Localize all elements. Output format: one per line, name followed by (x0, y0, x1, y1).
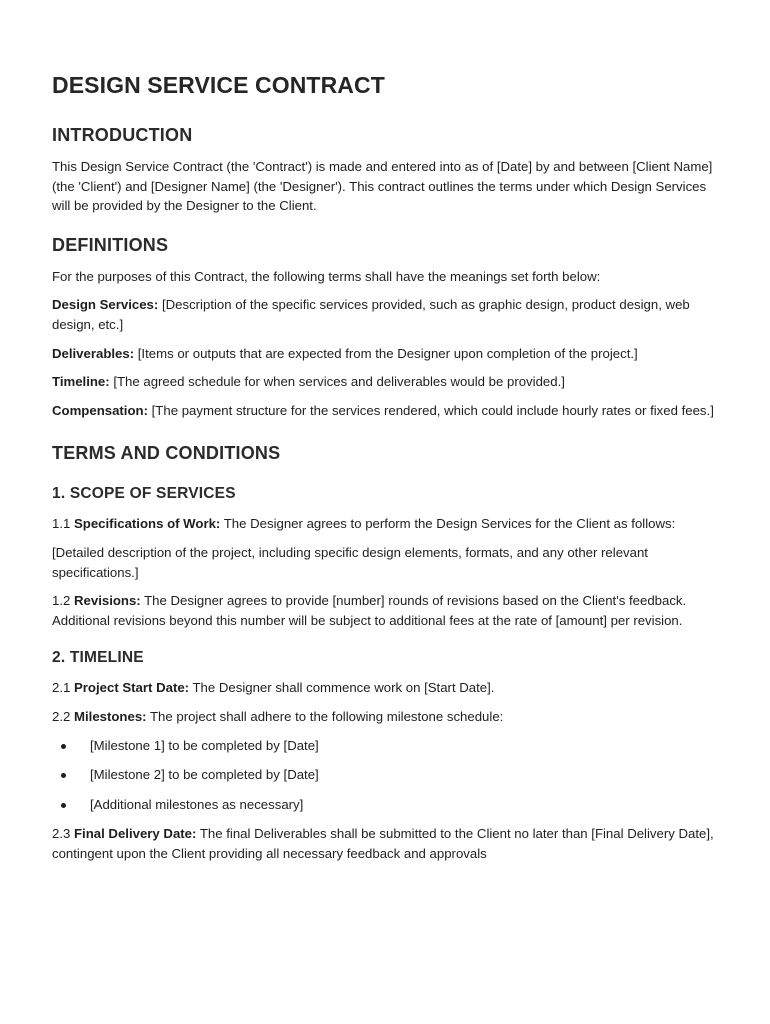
definitions-intro: For the purposes of this Contract, the following terms shall have the meanings set forth below: (52, 268, 601, 284)
definition-design-services (52, 295, 722, 334)
milestones-paragraph: 2.2 Milestones: The project shall adhere to the following milestone schedule: (52, 708, 504, 724)
definition-deliverables (52, 344, 722, 364)
list-item: [Milestone 1] to be completed by [Date] (52, 736, 722, 756)
scope-of-services-heading: 1. SCOPE OF SERVICES (52, 485, 236, 503)
bullet-icon (61, 803, 66, 808)
clause-label: Final Delivery Date: (74, 826, 197, 842)
list-item: [Milestone 2] to be completed by [Date] (52, 765, 722, 785)
clause-label: Revisions: (74, 593, 141, 609)
definition-timeline (52, 372, 722, 392)
specifications-of-work-paragraph: 1.1 Specifications of Work: The Designer agrees to perform the Design Services for the Client as follows: (52, 516, 676, 532)
final-delivery-date-paragraph: 2.3 Final Delivery Date: The final Deliverables shall be submitted to the Client no later than [Final Delivery Date], contingent upon the Client providing all necessary feedback and approvals (52, 826, 714, 861)
milestone-list (52, 736, 722, 815)
revisions-paragraph: 1.2 Revisions: The Designer agrees to provide [number] rounds of revisions based on the Client's feedback. Additional revisions beyond this number will be subject to additional fees at the rate of [amount] per revision. (52, 593, 687, 628)
bullet-icon (61, 744, 66, 749)
document-title: DESIGN SERVICE CONTRACT (52, 72, 385, 98)
definition-text: [The payment structure for the services rendered, which could include hourly rates or fixed fees.] (147, 402, 714, 418)
definition-term: Design Services: (52, 297, 159, 313)
project-description-placeholder: [Detailed description of the project, including specific design elements, formats, and any other relevant specifications.] (52, 544, 648, 580)
definition-text: [The agreed schedule for when services and deliverables would be provided.] (109, 374, 565, 390)
clause-label: Specifications of Work: (74, 516, 221, 532)
definition-text: [Description of the specific services provided, such as graphic design, product design, web design, etc.] (52, 297, 690, 332)
clause-label: Project Start Date: (74, 680, 190, 696)
definition-compensation (52, 401, 722, 421)
project-start-date-paragraph: 2.1 Project Start Date: The Designer shall commence work on [Start Date]. (52, 680, 495, 696)
introduction-paragraph: This Design Service Contract (the 'Contract') is made and entered into as of [Date] by and between [Client Name] (the 'Client') and [Designer Name] (the 'Designer'). This contract outlines the terms under which Design Services will be provided by the Designer to the Client. (52, 159, 713, 214)
definition-text: [Items or outputs that are expected from the Designer upon completion of the project.] (134, 345, 638, 361)
introduction-heading: INTRODUCTION (52, 125, 193, 145)
timeline-heading: 2. TIMELINE (52, 649, 144, 667)
list-item: [Additional milestones as necessary] (52, 795, 722, 815)
definitions-heading: DEFINITIONS (52, 234, 169, 255)
bullet-icon (61, 773, 66, 778)
terms-and-conditions-heading: TERMS AND CONDITIONS (52, 443, 281, 464)
definition-term: Timeline: (52, 374, 110, 390)
definition-term: Compensation: (52, 402, 148, 418)
clause-label: Milestones: (74, 708, 147, 724)
definition-term: Deliverables: (52, 345, 135, 361)
